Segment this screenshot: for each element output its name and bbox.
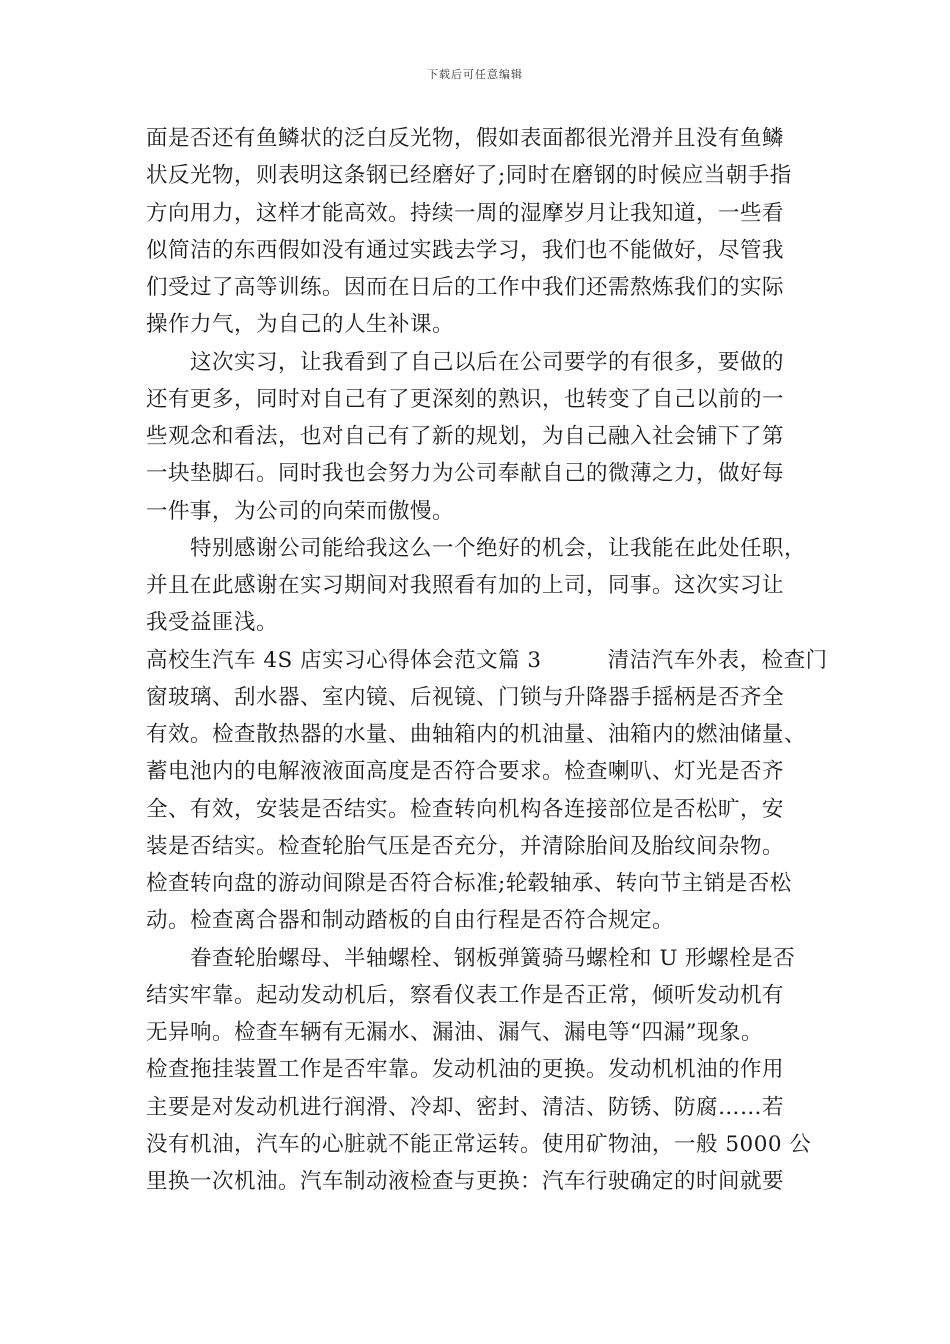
- text-line: 全、有效，安装是否结实。检查转向机构各连接部位是否松旷，安: [146, 796, 785, 822]
- text-line: 方向用力，这样才能高效。持续一周的湿摩岁月让我知道，一些看: [146, 200, 785, 226]
- text-line: 还有更多，同时对自己有了更深刻的熟识，也转变了自己以前的一: [146, 386, 785, 412]
- text-line: 主要是对发动机进行润滑、冷却、密封、清洁、防锈、防腐……若: [146, 1094, 785, 1120]
- text-line: 没有机油，汽车的心脏就不能正常运转。使用矿物油，一般 5000 公: [146, 1131, 812, 1157]
- text-line: 结实牢靠。起动发动机后，察看仪表工作是否正常，倾听发动机有: [146, 982, 785, 1008]
- text-line: 装是否结实。检查轮胎气压是否充分，并清除胎间及胎纹间杂物。: [146, 833, 785, 859]
- text-line: 似简洁的东西假如没有通过实践去学习，我们也不能做好，尽管我: [146, 237, 785, 263]
- text-line: 眷查轮胎螺母、半轴螺栓、钢板弹簧骑马螺栓和 U 形螺栓是否: [146, 945, 796, 971]
- text-line: 们受过了高等训练。因而在日后的工作中我们还需熬炼我们的实际: [146, 275, 785, 300]
- text-line: 我受益匪浅。: [146, 610, 279, 636]
- text-line: 无异响。检查车辆有无漏水、漏油、漏气、漏电等“四漏”现象。: [146, 1020, 763, 1045]
- text-line: 并且在此感谢在实习期间对我照看有加的上司，同事。这次实习让: [146, 573, 785, 598]
- text-line: 一件事，为公司的向荣而傲慢。: [146, 498, 455, 524]
- text-line: 检查转向盘的游动间隙是否符合标准;轮毂轴承、转向节主销是否松: [146, 871, 792, 896]
- text-line: 这次实习，让我看到了自己以后在公司要学的有很多，要做的: [146, 349, 785, 375]
- text-line: 有效。检查散热器的水量、曲轴箱内的机油量、油箱内的燃油储量、: [146, 722, 807, 747]
- text-line: 检查拖挂装置工作是否牢靠。发动机油的更换。发动机机油的作用: [146, 1057, 785, 1083]
- text-line: 些观念和看法，也对自己有了新的规划，为自己融入社会铺下了第: [146, 424, 785, 449]
- text-line: 里换一次机油。汽车制动液检查与更换：汽车行驶确定的时间就要: [146, 1169, 785, 1194]
- text-line: 高校生汽车 4S 店实习心得体会范文篇 3 清洁汽车外表，检查门: [146, 647, 828, 673]
- text-line: 操作力气，为自己的人生补课。: [146, 312, 455, 338]
- text-line: 窗玻璃、刮水器、室内镜、后视镜、门锁与升降器手摇柄是否齐全: [146, 684, 785, 710]
- text-line: 一块垫脚石。同时我也会努力为公司奉献自己的微薄之力，做好每: [146, 461, 785, 487]
- text-line: 特别感谢公司能给我这么一个绝好的机会，让我能在此处任职，: [146, 535, 807, 561]
- text-line: 动。检查离合器和制动踏板的自由行程是否符合规定。: [146, 908, 675, 934]
- text-line: 蓄电池内的电解液液面高度是否符合要求。检查喇叭、灯光是否齐: [146, 759, 785, 785]
- text-line: 面是否还有鱼鳞状的泛白反光物，假如表面都很光滑并且没有鱼鳞: [146, 126, 785, 151]
- text-line: 状反光物，则表明这条钢已经磨好了;同时在磨钢的时候应当朝手指: [146, 163, 792, 189]
- page-header: 下载后可任意编辑: [427, 68, 523, 81]
